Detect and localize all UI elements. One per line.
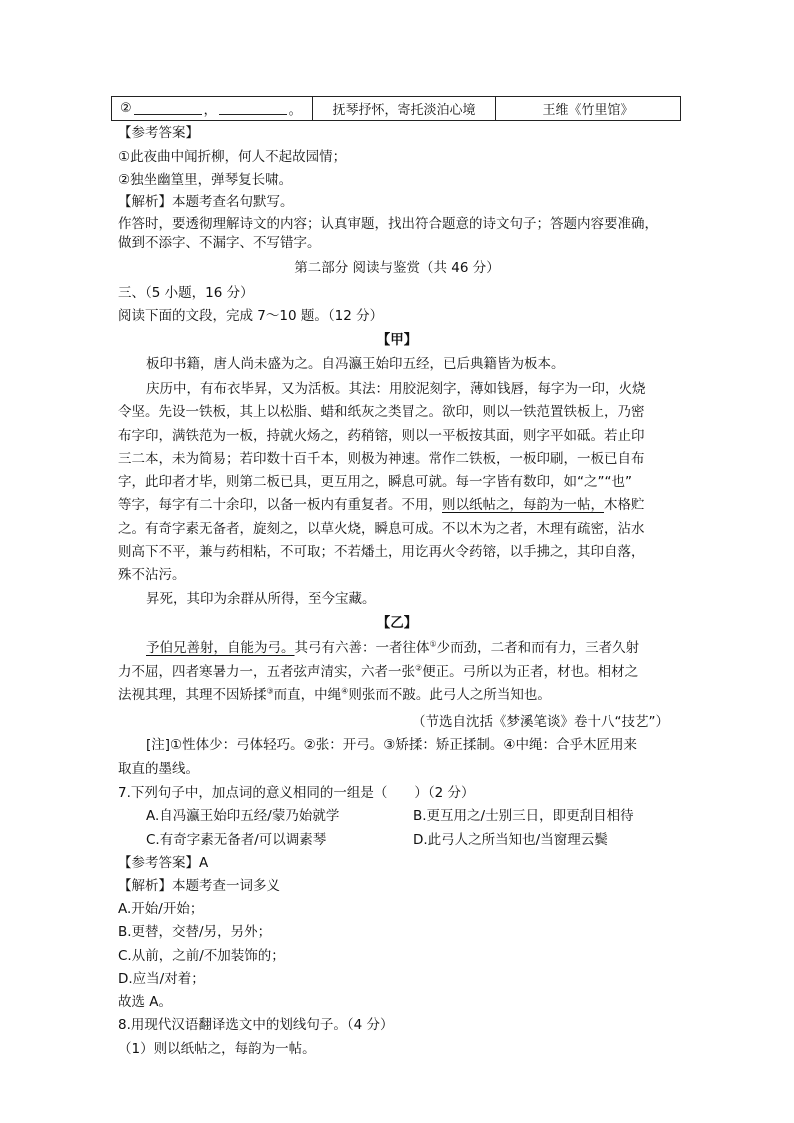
answer-label: 【参考答案】 bbox=[118, 125, 199, 141]
analysis-7-c: C.从前，之前/不加装饰的； bbox=[118, 948, 285, 964]
answer-line-2: ②独坐幽篁里，弹琴复长啸。 bbox=[118, 172, 293, 188]
jia-line: 布字印，满铁范为一板，持就火炀之，药稍镕，则以一平板按其面，则字平如砥。若止印 bbox=[118, 428, 645, 444]
yi-text: 其弓有六善：一者往体 bbox=[294, 640, 430, 656]
option-c: C.有奇字素无备者/可以调素琴 bbox=[146, 832, 327, 848]
yi-line-2 bbox=[118, 663, 638, 681]
conclusion-7: 故选 A。 bbox=[118, 994, 173, 1010]
analysis-7-a: A.开始/开始； bbox=[118, 901, 204, 917]
analysis-note-1: 作答时，要透彻理解诗文的内容；认真审题，找出符合题意的诗文句子；答题内容要准确， bbox=[118, 216, 658, 232]
passage-yi-heading: 【乙】 bbox=[376, 615, 418, 631]
jia-line: 则高下不平，兼与药相粘，不可取；不若燔土，用讫再火令药镕，以手拂之，其印自落， bbox=[118, 544, 645, 560]
jia-text: 等字，每字有二十余印，以备一板内有重复者。不用， bbox=[118, 497, 442, 513]
part-title: 第二部分 阅读与鉴赏（共 46 分） bbox=[294, 260, 500, 276]
table-cell-theme: 抚琴抒怀，寄托淡泊心境 bbox=[313, 97, 496, 120]
analysis-label: 【解析】本题考查名句默写。 bbox=[118, 194, 294, 210]
passage-source: （节选自沈括《梦溪笔谈》卷十八“技艺”） bbox=[412, 714, 669, 730]
option-a: A.自冯瀛王始印五经/蒙乃始就学 bbox=[146, 808, 340, 824]
footnote-marker: ④ bbox=[341, 686, 349, 696]
yi-text: 力不屈，四者寒暑力一，五者弦声清实，六者一张 bbox=[118, 664, 415, 680]
option-d: D.此弓人之所当知也/当窗理云鬓 bbox=[413, 832, 608, 848]
jia-paragraph-1: 板印书籍，唐人尚未盛为之。自冯瀛王始印五经，已后典籍皆为板本。 bbox=[146, 356, 565, 372]
table-cell-blanks bbox=[112, 97, 313, 120]
fill-blank-1 bbox=[134, 102, 202, 115]
yi-text: 法视其理，其理不因矫揉 bbox=[118, 687, 267, 703]
yi-text: 便正。弓所以为正者，材也。相材之 bbox=[422, 664, 639, 680]
analysis-7: 【解析】本题考查一词多义 bbox=[118, 878, 280, 894]
underlined-sentence-2: 予伯兄善射，自能为弓。 bbox=[146, 640, 295, 656]
question-7-stem: 7.下列句子中，加点词的意义相同的一组是（ ）（2 分） bbox=[118, 785, 475, 801]
table-cell-source: 王维《竹里馆》 bbox=[542, 103, 634, 118]
yi-text: 则张而不跛。此弓人之所当知也。 bbox=[348, 687, 551, 703]
yi-line-3 bbox=[118, 686, 551, 704]
jia-line: 字，此印者才毕，则第二板已具，更互用之，瞬息可就。每一字皆有数印，如“之”“也” bbox=[118, 474, 632, 490]
answer-7: 【参考答案】A bbox=[118, 855, 209, 871]
item-number: ② bbox=[120, 101, 132, 116]
jia-line: 三二本，未为简易；若印数十百千本，则极为神速。常作二铁板，一板印刷，一板已自布 bbox=[118, 451, 645, 467]
yi-text: 少而劲，二者和而有力，三者久射 bbox=[436, 640, 640, 656]
fill-blank-2 bbox=[219, 102, 287, 115]
analysis-7-b: B.更替，交替/另，另外； bbox=[118, 924, 272, 940]
question-8-stem: 8.用现代汉语翻译选文中的划线句子。（4 分） bbox=[118, 1017, 394, 1033]
question-8-sentence-1: （1）则以纸帖之，每韵为一帖。 bbox=[118, 1041, 316, 1057]
blank-comma: ， bbox=[203, 103, 217, 118]
option-b: B.更互用之/士别三日，即更刮目相待 bbox=[413, 808, 634, 824]
analysis-note-2: 做到不添字、不漏字、不写错字。 bbox=[118, 235, 321, 251]
jia-line: 之。有奇字素无备者，旋刻之，以草火烧，瞬息可成。不以木为之者，木理有疏密，沾水 bbox=[118, 521, 645, 537]
footnote-marker: ① bbox=[429, 639, 437, 649]
footnote-line-1: [注]①性体少：弓体轻巧。②张：开弓。③矫揉：矫正揉制。④中绳：合乎木匠用来 bbox=[146, 737, 637, 753]
poem-table-row bbox=[111, 96, 681, 121]
jia-line: 殊不沾污。 bbox=[118, 567, 186, 583]
answer-line-1: ①此夜曲中闻折柳，何人不起故园情； bbox=[118, 149, 347, 165]
section-heading: 三、（5 小题，16 分） bbox=[118, 285, 254, 301]
yi-line-1 bbox=[146, 639, 639, 657]
reading-instruction: 阅读下面的文段，完成 7～10 题。（12 分） bbox=[118, 308, 384, 324]
passage-jia-heading: 【甲】 bbox=[376, 332, 418, 348]
underlined-sentence-1: 则以纸帖之，每韵为一帖， bbox=[442, 497, 604, 513]
yi-text: 而直，中绳 bbox=[273, 687, 342, 703]
footnote-marker: ② bbox=[415, 663, 423, 673]
footnote-marker: ③ bbox=[266, 686, 274, 696]
jia-text: 木格贮 bbox=[604, 497, 645, 513]
analysis-7-d: D.应当/对着； bbox=[118, 971, 205, 987]
jia-paragraph-3: 昇死，其印为余群从所得，至今宝藏。 bbox=[146, 591, 376, 607]
footnote-line-2: 取直的墨线。 bbox=[118, 761, 199, 777]
blank-period: 。 bbox=[288, 103, 302, 118]
jia-line: 令坚。先设一铁板，其上以松脂、蜡和纸灰之类冒之。欲印，则以一铁范置铁板上，乃密 bbox=[118, 404, 645, 420]
jia-line: 庆历中，有布衣毕昇，又为活板。其法：用胶泥刻字，薄如钱唇，每字为一印，火烧 bbox=[146, 381, 646, 397]
jia-line-underlined bbox=[118, 496, 645, 514]
